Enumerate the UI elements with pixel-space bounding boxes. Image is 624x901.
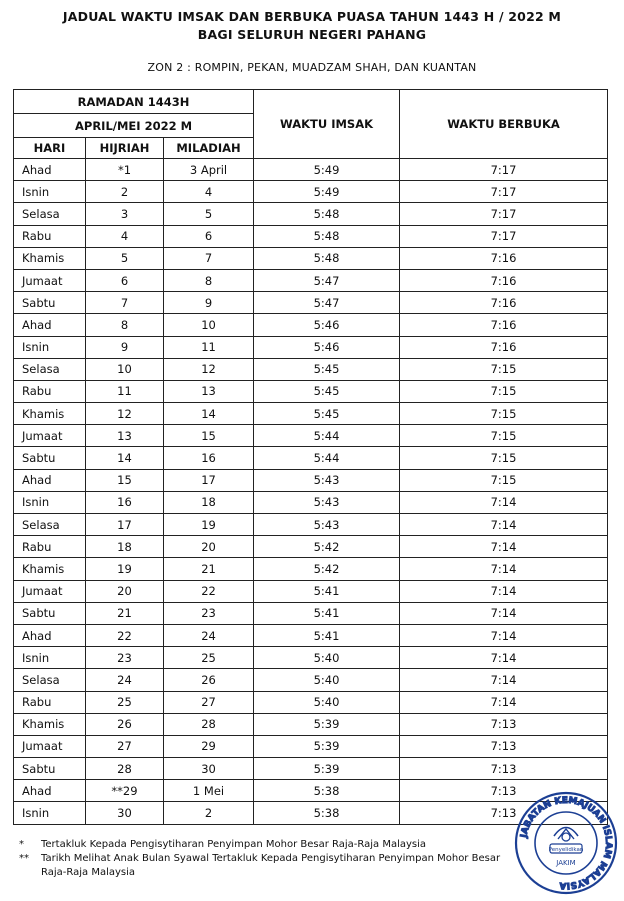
cell-imsak: 5:47 [254,292,400,314]
col-header-miladiah: MILADIAH [164,138,254,159]
cell-imsak: 5:39 [254,735,400,757]
seal-banner-text: Penyelidikan [548,847,584,853]
cell-berbuka: 7:14 [400,624,608,646]
cell-hijriah: 6 [86,269,164,291]
cell-imsak: 5:46 [254,314,400,336]
cell-miladiah: 7 [164,247,254,269]
timetable-body [14,159,608,825]
table-row [14,491,608,513]
cell-hari: Ahad [14,159,86,181]
cell-imsak: 5:40 [254,669,400,691]
cell-berbuka: 7:17 [400,203,608,225]
col-header-imsak: WAKTU IMSAK [254,90,400,159]
cell-miladiah: 23 [164,602,254,624]
cell-imsak: 5:48 [254,203,400,225]
cell-berbuka: 7:16 [400,336,608,358]
cell-imsak: 5:46 [254,336,400,358]
table-row [14,447,608,469]
cell-miladiah: 2 [164,802,254,824]
jakim-seal-logo [514,791,618,895]
table-row [14,602,608,624]
cell-hijriah: 11 [86,380,164,402]
cell-miladiah: 22 [164,580,254,602]
cell-hijriah: 12 [86,403,164,425]
cell-hijriah: *1 [86,159,164,181]
cell-berbuka: 7:17 [400,181,608,203]
footnote-marker: ** [19,853,29,864]
cell-miladiah: 5 [164,203,254,225]
cell-miladiah: 29 [164,735,254,757]
cell-hari: Isnin [14,647,86,669]
cell-miladiah: 16 [164,447,254,469]
table-row [14,247,608,269]
cell-imsak: 5:49 [254,159,400,181]
cell-hari: Isnin [14,491,86,513]
cell-berbuka: 7:17 [400,159,608,181]
cell-berbuka: 7:14 [400,491,608,513]
cell-imsak: 5:43 [254,469,400,491]
table-row [14,647,608,669]
cell-hijriah: 5 [86,247,164,269]
table-row [14,691,608,713]
table-row [14,558,608,580]
cell-imsak: 5:45 [254,403,400,425]
cell-imsak: 5:44 [254,425,400,447]
cell-hari: Ahad [14,780,86,802]
table-row [14,380,608,402]
cell-berbuka: 7:14 [400,647,608,669]
cell-imsak: 5:48 [254,247,400,269]
cell-imsak: 5:41 [254,624,400,646]
table-row [14,669,608,691]
table-row [14,336,608,358]
footnote [19,852,519,880]
cell-berbuka: 7:13 [400,758,608,780]
table-row [14,314,608,336]
cell-miladiah: 4 [164,181,254,203]
cell-berbuka: 7:14 [400,580,608,602]
cell-imsak: 5:49 [254,181,400,203]
cell-berbuka: 7:16 [400,247,608,269]
cell-hari: Khamis [14,247,86,269]
cell-hari: Rabu [14,380,86,402]
cell-berbuka: 7:13 [400,735,608,757]
table-row [14,181,608,203]
document-title [0,8,624,44]
footnote-marker: * [19,839,24,850]
cell-berbuka: 7:16 [400,314,608,336]
cell-miladiah: 24 [164,624,254,646]
cell-berbuka: 7:13 [400,802,608,824]
cell-miladiah: 30 [164,758,254,780]
cell-berbuka: 7:17 [400,225,608,247]
cell-berbuka: 7:14 [400,558,608,580]
footnotes [19,838,519,880]
timetable [13,89,608,825]
cell-hijriah: 16 [86,491,164,513]
cell-miladiah: 11 [164,336,254,358]
cell-hari: Rabu [14,536,86,558]
cell-hijriah: 27 [86,735,164,757]
seal-bottom-text: JAKIM [556,859,576,867]
title-line-2: BAGI SELURUH NEGERI PAHANG [197,27,427,42]
cell-miladiah: 28 [164,713,254,735]
cell-imsak: 5:43 [254,514,400,536]
cell-hijriah: 2 [86,181,164,203]
cell-hari: Khamis [14,713,86,735]
cell-imsak: 5:39 [254,713,400,735]
table-row [14,536,608,558]
cell-imsak: 5:40 [254,691,400,713]
seal-outer-ring [516,793,616,893]
table-row [14,624,608,646]
cell-miladiah: 10 [164,314,254,336]
cell-hijriah: 7 [86,292,164,314]
cell-miladiah: 14 [164,403,254,425]
table-row [14,758,608,780]
table-row [14,159,608,181]
cell-hijriah: 10 [86,358,164,380]
cell-imsak: 5:41 [254,580,400,602]
cell-imsak: 5:48 [254,225,400,247]
cell-miladiah: 6 [164,225,254,247]
cell-hijriah: 21 [86,602,164,624]
cell-berbuka: 7:15 [400,403,608,425]
footnote-text: Tertakluk Kepada Pengisytiharan Penyimpan Mohor Besar Raja-Raja Malaysia [41,839,427,850]
cell-hijriah: 8 [86,314,164,336]
cell-berbuka: 7:14 [400,602,608,624]
cell-hari: Khamis [14,403,86,425]
cell-imsak: 5:44 [254,447,400,469]
cell-hari: Jumaat [14,735,86,757]
cell-hijriah: 24 [86,669,164,691]
cell-berbuka: 7:15 [400,380,608,402]
cell-berbuka: 7:14 [400,691,608,713]
cell-imsak: 5:38 [254,780,400,802]
cell-berbuka: 7:15 [400,425,608,447]
footnote [19,838,519,852]
cell-hari: Selasa [14,203,86,225]
cell-hari: Jumaat [14,580,86,602]
cell-miladiah: 27 [164,691,254,713]
cell-berbuka: 7:14 [400,669,608,691]
cell-berbuka: 7:13 [400,713,608,735]
cell-miladiah: 18 [164,491,254,513]
cell-hari: Selasa [14,669,86,691]
cell-hari: Sabtu [14,447,86,469]
col-header-hijriah: HIJRIAH [86,138,164,159]
cell-hijriah: 15 [86,469,164,491]
cell-hijriah: 25 [86,691,164,713]
cell-miladiah: 9 [164,292,254,314]
cell-miladiah: 15 [164,425,254,447]
cell-hari: Isnin [14,181,86,203]
cell-hijriah: 26 [86,713,164,735]
cell-hari: Jumaat [14,425,86,447]
table-row [14,225,608,247]
table-row [14,403,608,425]
cell-imsak: 5:41 [254,602,400,624]
cell-berbuka: 7:14 [400,514,608,536]
cell-berbuka: 7:14 [400,536,608,558]
cell-imsak: 5:45 [254,358,400,380]
cell-miladiah: 1 Mei [164,780,254,802]
cell-miladiah: 13 [164,380,254,402]
cell-miladiah: 19 [164,514,254,536]
cell-hijriah: 9 [86,336,164,358]
table-row [14,358,608,380]
col-header-berbuka: WAKTU BERBUKA [400,90,608,159]
cell-hari: Sabtu [14,292,86,314]
cell-hari: Rabu [14,691,86,713]
zone-subtitle: ZON 2 : ROMPIN, PEKAN, MUADZAM SHAH, DAN KUANTAN [147,61,477,74]
cell-miladiah: 26 [164,669,254,691]
cell-hari: Isnin [14,802,86,824]
cell-hari: Ahad [14,469,86,491]
cell-hijriah: 19 [86,558,164,580]
table-row [14,580,608,602]
table-row [14,469,608,491]
cell-hijriah: 22 [86,624,164,646]
cell-imsak: 5:45 [254,380,400,402]
table-row [14,269,608,291]
cell-imsak: 5:43 [254,491,400,513]
table-row [14,514,608,536]
cell-berbuka: 7:15 [400,358,608,380]
cell-hijriah: 30 [86,802,164,824]
cell-hijriah: 17 [86,514,164,536]
cell-berbuka: 7:16 [400,292,608,314]
cell-hijriah: **29 [86,780,164,802]
cell-berbuka: 7:15 [400,447,608,469]
cell-hijriah: 20 [86,580,164,602]
cell-hijriah: 18 [86,536,164,558]
cell-miladiah: 25 [164,647,254,669]
cell-miladiah: 21 [164,558,254,580]
cell-hari: Ahad [14,314,86,336]
cell-miladiah: 8 [164,269,254,291]
cell-hari: Jumaat [14,269,86,291]
cell-hari: Sabtu [14,602,86,624]
cell-miladiah: 17 [164,469,254,491]
cell-hijriah: 14 [86,447,164,469]
cell-berbuka: 7:16 [400,269,608,291]
cell-hijriah: 3 [86,203,164,225]
cell-hijriah: 4 [86,225,164,247]
cell-miladiah: 20 [164,536,254,558]
cell-imsak: 5:47 [254,269,400,291]
cell-imsak: 5:39 [254,758,400,780]
table-row [14,292,608,314]
cell-imsak: 5:42 [254,536,400,558]
cell-imsak: 5:42 [254,558,400,580]
cell-hari: Rabu [14,225,86,247]
group-header-ramadan: RAMADAN 1443H [14,90,254,114]
footnote-text: Tarikh Melihat Anak Bulan Syawal Tertakluk Kepada Pengisytiharan Penyimpan Mohor Besar Raja-Raja Malaysia [41,853,501,878]
table-row [14,425,608,447]
cell-hijriah: 13 [86,425,164,447]
cell-hari: Isnin [14,336,86,358]
cell-imsak: 5:40 [254,647,400,669]
cell-hari: Khamis [14,558,86,580]
cell-hari: Sabtu [14,758,86,780]
cell-hijriah: 23 [86,647,164,669]
cell-miladiah: 12 [164,358,254,380]
cell-miladiah: 3 April [164,159,254,181]
cell-hijriah: 28 [86,758,164,780]
table-row [14,735,608,757]
col-header-hari: HARI [14,138,86,159]
cell-hari: Selasa [14,358,86,380]
cell-imsak: 5:38 [254,802,400,824]
table-row [14,713,608,735]
cell-berbuka: 7:13 [400,780,608,802]
cell-berbuka: 7:15 [400,469,608,491]
title-line-1: JADUAL WAKTU IMSAK DAN BERBUKA PUASA TAHUN 1443 H / 2022 M [62,9,562,24]
table-row [14,203,608,225]
cell-hari: Selasa [14,514,86,536]
cell-hari: Ahad [14,624,86,646]
group-header-april-mei: APRIL/MEI 2022 M [14,114,254,138]
seal-ring-text: JABATAN KEMAJUAN ISLAM MALAYSIA [519,795,614,891]
